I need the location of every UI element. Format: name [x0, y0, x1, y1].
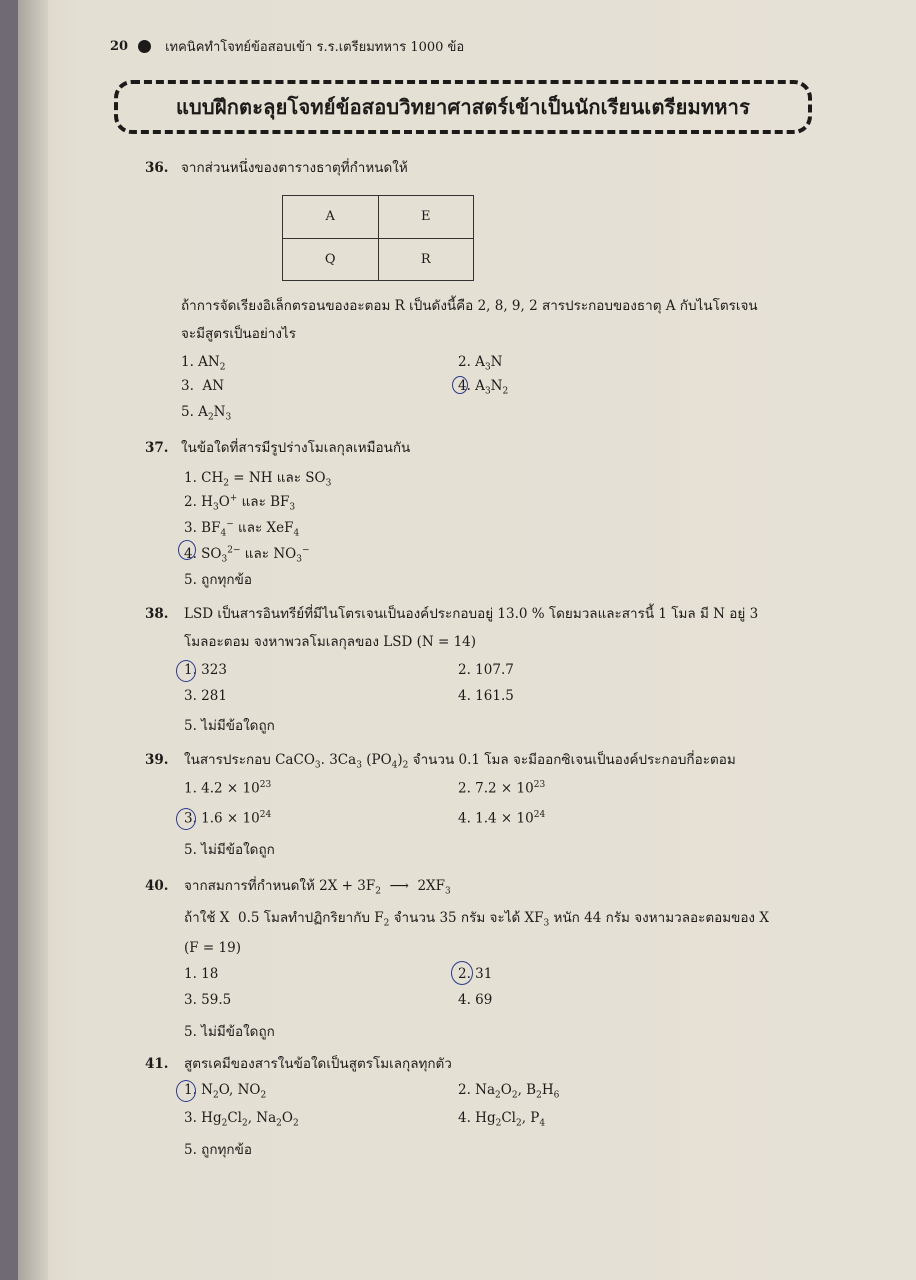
cell-a: A — [283, 196, 379, 239]
q36-option-5: 5. $A_2N_3$ — [181, 404, 232, 423]
q41-option-3: 3. $Hg_2Cl_2$, $Na_2O_2$ — [184, 1110, 299, 1129]
q37-option-3: 3. $BF_4^-$ และ XeF$_4$ — [184, 519, 300, 539]
q37-option-5: 5. ถูกทุกข้อ — [184, 572, 252, 588]
question-number-36: 36. — [145, 160, 169, 176]
q40-text-line-2: ถ้าใช้ X 0.5 โมลทำปฏิกริยากับ $F_2$ จำนวน 35 กรัม จะได้ $XF_3$ หนัก 44 กรัม จงหามวลอะตอมของ X — [184, 910, 769, 929]
running-title: เทคนิคทำโจทย์ข้อสอบเข้า ร.ร.เตรียมทหาร 1000 ข้อ — [165, 40, 465, 55]
q39-option-1: 1. $4.2 \times 10^{23}$ — [184, 780, 272, 797]
q39-option-2: 2. $7.2 \times 10^{23}$ — [458, 780, 546, 797]
q38-text-line-1: LSD เป็นสารอินทรีย์ที่มีไนโตรเจนเป็นองค์ประกอบอยู่ 13.0 % โดยมวลและสารนี้ 1 โมล มี N อยู่ 3 — [184, 606, 759, 622]
q36-stem: จากส่วนหนึ่งของตารางธาตุที่กำหนดให้ — [181, 160, 408, 176]
book-page — [18, 0, 916, 1280]
q39-option-4: 4. $1.4 \times 10^{24}$ — [458, 810, 546, 827]
q40-stem: จากสมการที่กำหนดให้ $2X + 3F_2$ ⟶ $2XF_3$ — [184, 878, 451, 897]
q36-option-3: 3. AN — [181, 378, 225, 394]
q37-stem: ในข้อใดที่สารมีรูปร่างโมเลกุลเหมือนกัน — [181, 440, 411, 456]
periodic-table-fragment — [282, 195, 474, 281]
q41-option-2: 2. $Na_2O_2$, $B_2H_6$ — [458, 1082, 560, 1101]
q38-option-4: 4. 161.5 — [458, 688, 514, 704]
q40-option-2: 2. 31 — [458, 966, 493, 982]
q36-text-line-1: ถ้าการจัดเรียงอิเล็กตรอนของอะตอม R เป็นดังนี้คือ 2, 8, 9, 2 สารประกอบของธาตุ A กับไนโตรเจน — [181, 298, 758, 314]
q40-option-4: 4. 69 — [458, 992, 493, 1008]
pen-circle-mark — [178, 540, 196, 560]
q40-option-1: 1. 18 — [184, 966, 219, 982]
q41-option-5: 5. ถูกทุกข้อ — [184, 1142, 252, 1158]
pen-circle-mark — [176, 808, 196, 830]
q41-option-4: 4. $Hg_2Cl_2$, $P_4$ — [458, 1110, 546, 1129]
q37-option-2: 2. $H_3O^+$ และ $BF_3$ — [184, 493, 296, 513]
q37-option-1: 1. $CH_2$ = NH และ $SO_3$ — [184, 470, 332, 489]
cell-q: Q — [283, 238, 379, 281]
q37-option-4: 4. $SO_3^{2-}$ และ $NO_3^-$ — [184, 545, 310, 565]
q39-option-5: 5. ไม่มีข้อใดถูก — [184, 842, 275, 858]
cell-e: E — [378, 196, 474, 239]
q39-option-3: 3. $1.6 \times 10^{24}$ — [184, 810, 272, 827]
q40-text-line-3: (F = 19) — [184, 940, 241, 956]
pen-circle-mark — [452, 376, 468, 394]
pen-circle-mark — [176, 1080, 196, 1102]
question-number-41: 41. — [145, 1056, 169, 1072]
section-banner — [114, 80, 812, 134]
q40-option-3: 3. 59.5 — [184, 992, 232, 1008]
q38-option-3: 3. 281 — [184, 688, 227, 704]
q38-option-1: 1. 323 — [184, 662, 227, 678]
question-number-40: 40. — [145, 878, 169, 894]
q41-stem: สูตรเคมีของสารในข้อใดเป็นสูตรโมเลกุลทุกตัว — [184, 1056, 452, 1072]
q36-option-4: 4. $A_3N_2$ — [458, 378, 509, 397]
book-spine — [18, 0, 48, 1280]
q41-option-1: 1. $N_2O$, $NO_2$ — [184, 1082, 267, 1101]
q38-text-line-2: โมลอะตอม จงหาพวลโมเลกุลของ LSD (N = 14) — [184, 634, 477, 650]
section-banner-text: แบบฝึกตะลุยโจทย์ข้อสอบวิทยาศาสตร์เข้าเป็นนักเรียนเตรียมทหาร — [175, 95, 751, 119]
q38-option-5: 5. ไม่มีข้อใดถูก — [184, 718, 275, 734]
page-number: 20 — [110, 39, 129, 54]
page-header — [110, 36, 464, 57]
q36-option-1: 1. $AN_2$ — [181, 354, 226, 373]
q36-option-2: 2. $A_3N$ — [458, 354, 503, 373]
q36-text-line-2: จะมีสูตรเป็นอย่างไร — [181, 326, 296, 342]
question-number-37: 37. — [145, 440, 169, 456]
q38-option-2: 2. 107.7 — [458, 662, 514, 678]
pen-circle-mark — [176, 660, 196, 682]
q40-option-5: 5. ไม่มีข้อใดถูก — [184, 1024, 275, 1040]
question-number-38: 38. — [145, 606, 169, 622]
q39-stem: ในสารประกอบ CaCO$_3$. $3Ca_3$ $(PO_4)_2$ จำนวน 0.1 โมล จะมีออกซิเจนเป็นองค์ประกอบกี่อะตอม — [184, 752, 736, 771]
cell-r: R — [378, 238, 474, 281]
question-number-39: 39. — [145, 752, 169, 768]
bullet-icon — [138, 40, 151, 53]
pen-circle-mark — [451, 961, 473, 985]
